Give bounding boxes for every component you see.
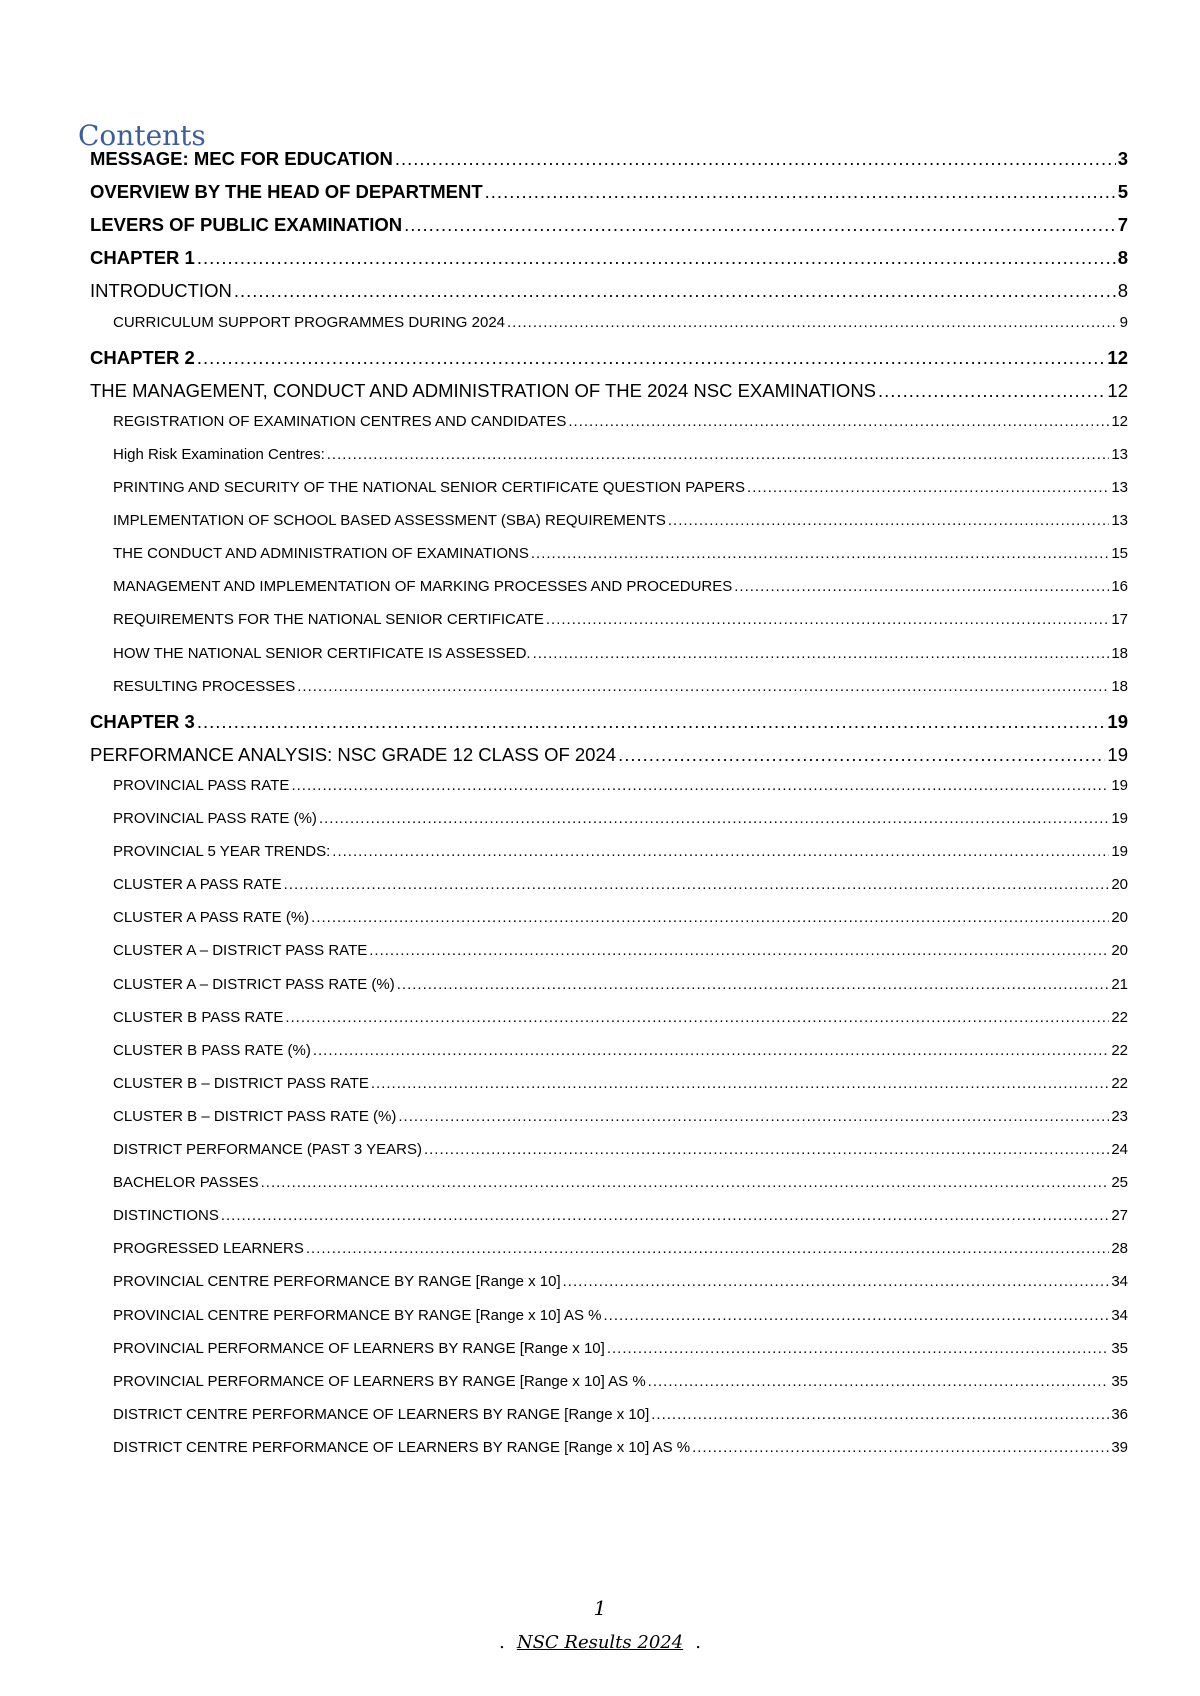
toc-entry-page-number: 15 xyxy=(1111,545,1128,563)
toc-entry-page-number: 13 xyxy=(1111,479,1128,496)
toc-entry-label: CHAPTER 3 xyxy=(90,710,195,732)
toc-entry-label: CHAPTER 1 xyxy=(90,247,195,269)
toc-leader-dots xyxy=(221,1207,1109,1224)
footer-dot-left: . xyxy=(499,1632,505,1653)
toc-entry-page-number: 34 xyxy=(1111,1306,1128,1324)
toc-entry[interactable] xyxy=(90,214,1128,244)
toc-entry-label: PRINTING AND SECURITY OF THE NATIONAL SENIOR CERTIFICATE QUESTION PAPERS xyxy=(113,479,746,496)
toc-entry-label: LEVERS OF PUBLIC EXAMINATION xyxy=(90,214,403,236)
toc-leader-dots xyxy=(291,777,1109,794)
toc-leader-dots xyxy=(563,1273,1110,1290)
page-number: 1 xyxy=(593,1596,607,1620)
toc-entry[interactable] xyxy=(113,545,1128,575)
toc-leader-dots xyxy=(197,247,1116,269)
toc-leader-dots xyxy=(568,413,1109,430)
toc-entry-page-number: 27 xyxy=(1111,1207,1128,1225)
toc-entry[interactable] xyxy=(90,380,1128,410)
toc-entry[interactable] xyxy=(113,678,1128,708)
toc-entry[interactable] xyxy=(113,810,1128,840)
toc-entry-page-number: 19 xyxy=(1111,776,1128,794)
toc-entry-page-number: 12 xyxy=(1107,379,1128,401)
toc-entry[interactable] xyxy=(113,1406,1128,1436)
toc-leader-dots xyxy=(507,314,1118,331)
toc-leader-dots xyxy=(404,214,1116,236)
toc-leader-dots xyxy=(618,744,1105,766)
toc-entry[interactable] xyxy=(90,148,1128,178)
toc-entry-label: PROVINCIAL CENTRE PERFORMANCE BY RANGE [Range x 10] xyxy=(113,1273,561,1291)
toc-entry[interactable] xyxy=(90,181,1128,211)
toc-leader-dots xyxy=(371,1075,1109,1092)
toc-entry-page-number: 19 xyxy=(1107,710,1128,732)
toc-leader-dots xyxy=(734,578,1109,595)
toc-entry[interactable] xyxy=(113,578,1128,608)
toc-entry-label: DISTINCTIONS xyxy=(113,1207,219,1225)
toc-entry[interactable] xyxy=(113,843,1128,873)
toc-leader-dots xyxy=(692,1439,1109,1456)
toc-entry[interactable] xyxy=(113,1373,1128,1403)
toc-entry-page-number: 13 xyxy=(1111,445,1128,463)
toc-entry-page-number: 19 xyxy=(1111,810,1128,827)
toc-leader-dots xyxy=(306,1240,1109,1257)
toc-leader-dots xyxy=(648,1373,1110,1390)
toc-entry-page-number: 21 xyxy=(1111,975,1128,993)
toc-entry[interactable] xyxy=(90,347,1128,377)
toc-entry-page-number: 39 xyxy=(1111,1438,1128,1456)
toc-entry[interactable] xyxy=(90,247,1128,277)
toc-entry-label: PROVINCIAL PERFORMANCE OF LEARNERS BY RANGE [Range x 10] AS % xyxy=(113,1372,646,1390)
toc-entry-label: PROVINCIAL PASS RATE xyxy=(113,776,290,794)
toc-entry-label: CLUSTER A PASS RATE (%) xyxy=(113,909,310,927)
toc-entry[interactable] xyxy=(113,1273,1128,1303)
toc-entry-page-number: 22 xyxy=(1111,1041,1128,1059)
toc-entry-page-number: 23 xyxy=(1111,1107,1128,1125)
toc-entry[interactable] xyxy=(113,512,1128,542)
toc-entry[interactable] xyxy=(113,1240,1128,1270)
toc-entry-label: PROVINCIAL CENTRE PERFORMANCE BY RANGE [Range x 10] AS % xyxy=(113,1306,602,1324)
toc-entry[interactable] xyxy=(113,413,1128,443)
toc-entry-label: CURRICULUM SUPPORT PROGRAMMES DURING 2024 xyxy=(113,313,506,331)
toc-entry-page-number: 8 xyxy=(1117,247,1128,269)
toc-heading: Contents xyxy=(78,118,206,152)
toc-entry-label: High Risk Examination Centres: xyxy=(113,445,325,463)
toc-entry-label: CLUSTER B PASS RATE (%) xyxy=(113,1041,311,1059)
toc-entry-label: CHAPTER 2 xyxy=(90,346,195,368)
toc-leader-dots xyxy=(319,810,1109,827)
toc-entry[interactable] xyxy=(90,280,1128,310)
toc-entry-page-number: 35 xyxy=(1111,1372,1128,1390)
toc-entry-page-number: 36 xyxy=(1111,1405,1128,1423)
toc-leader-dots xyxy=(398,1108,1109,1125)
toc-entry-page-number: 17 xyxy=(1111,611,1128,629)
toc-entry-label: DISTRICT CENTRE PERFORMANCE OF LEARNERS BY RANGE [Range x 10] xyxy=(113,1405,650,1423)
toc-entry-page-number: 19 xyxy=(1111,843,1128,861)
toc-entry[interactable] xyxy=(113,1340,1128,1370)
toc-entry[interactable] xyxy=(113,876,1128,906)
toc-entry-page-number: 9 xyxy=(1119,313,1128,331)
toc-leader-dots xyxy=(878,380,1105,402)
toc-entry-label: PROVINCIAL PERFORMANCE OF LEARNERS BY RANGE [Range x 10] xyxy=(113,1339,605,1357)
toc-entry[interactable] xyxy=(113,1141,1128,1171)
toc-entry-page-number: 22 xyxy=(1111,1008,1128,1026)
toc-leader-dots xyxy=(313,1042,1110,1059)
toc-leader-dots xyxy=(424,1141,1109,1158)
toc-entry-page-number: 24 xyxy=(1111,1141,1128,1158)
toc-leader-dots xyxy=(332,843,1109,860)
toc-entry-label: MESSAGE: MEC FOR EDUCATION xyxy=(90,148,393,169)
toc-leader-dots xyxy=(285,1009,1109,1026)
toc-entry-page-number: 5 xyxy=(1117,181,1128,203)
toc-entry-label: DISTRICT PERFORMANCE (PAST 3 YEARS) xyxy=(113,1141,422,1158)
toc-leader-dots xyxy=(197,347,1106,369)
footer-dot-right: . xyxy=(695,1632,701,1653)
toc-leader-dots xyxy=(397,976,1110,993)
toc-leader-dots xyxy=(311,909,1109,926)
toc-leader-dots xyxy=(533,645,1110,662)
toc-entry[interactable] xyxy=(90,744,1128,774)
toc-entry-page-number: 12 xyxy=(1107,346,1128,368)
toc-entry[interactable] xyxy=(113,314,1128,344)
footer-title: NSC Results 2024 xyxy=(516,1632,684,1653)
toc-entry-label: PERFORMANCE ANALYSIS: NSC GRADE 12 CLASS OF 2024 xyxy=(90,743,617,765)
toc-entry-page-number: 20 xyxy=(1111,876,1128,894)
toc-entry[interactable] xyxy=(113,1009,1128,1039)
toc-entry[interactable] xyxy=(113,976,1128,1006)
toc-entry-label: RESULTING PROCESSES xyxy=(113,677,296,695)
toc-entry-page-number: 18 xyxy=(1111,677,1128,695)
toc-entry-page-number: 12 xyxy=(1111,412,1128,430)
toc-entry[interactable] xyxy=(113,1174,1128,1204)
toc-entry-label: CLUSTER B PASS RATE xyxy=(113,1008,284,1026)
toc-entry[interactable] xyxy=(113,1108,1128,1138)
toc-leader-dots xyxy=(607,1340,1110,1357)
toc-entry[interactable] xyxy=(113,1075,1128,1105)
toc-entry[interactable] xyxy=(113,909,1128,939)
toc-leader-dots xyxy=(651,1406,1109,1423)
toc-entry[interactable] xyxy=(113,1307,1128,1337)
toc-entry-page-number: 8 xyxy=(1117,280,1128,302)
toc-entry-label: DISTRICT CENTRE PERFORMANCE OF LEARNERS BY RANGE [Range x 10] AS % xyxy=(113,1438,691,1456)
toc-leader-dots xyxy=(485,181,1116,203)
toc-entry-label: BACHELOR PASSES xyxy=(113,1174,259,1192)
toc-entry-page-number: 3 xyxy=(1117,148,1128,169)
toc-entry[interactable] xyxy=(113,611,1128,641)
toc-leader-dots xyxy=(546,611,1109,628)
toc-entry-label: CLUSTER A – DISTRICT PASS RATE (%) xyxy=(113,975,395,993)
toc-entry[interactable] xyxy=(113,942,1128,972)
toc-entry-label: OVERVIEW BY THE HEAD OF DEPARTMENT xyxy=(90,181,483,203)
toc-entry-label: CLUSTER B – DISTRICT PASS RATE xyxy=(113,1074,369,1092)
toc-leader-dots xyxy=(327,446,1110,463)
toc-entry-page-number: 34 xyxy=(1111,1273,1128,1291)
toc-entry-page-number: 20 xyxy=(1111,909,1128,927)
toc-entry-label: CLUSTER B – DISTRICT PASS RATE (%) xyxy=(113,1107,397,1125)
toc-entry-page-number: 28 xyxy=(1111,1240,1128,1258)
toc-entry-page-number: 7 xyxy=(1117,214,1128,236)
toc-entry[interactable] xyxy=(113,1439,1128,1469)
toc-leader-dots xyxy=(395,148,1116,170)
toc-entry[interactable] xyxy=(113,645,1128,675)
toc-entry-page-number: 19 xyxy=(1107,743,1128,765)
toc-entry-page-number: 35 xyxy=(1111,1339,1128,1357)
toc-entry-label: REQUIREMENTS FOR THE NATIONAL SENIOR CERTIFICATE xyxy=(113,611,544,629)
toc-leader-dots xyxy=(297,678,1109,695)
toc-entry-label: PROVINCIAL 5 YEAR TRENDS: xyxy=(113,843,331,861)
toc-entry-label: CLUSTER A – DISTRICT PASS RATE xyxy=(113,942,368,960)
toc-entry-page-number: 18 xyxy=(1111,644,1128,662)
toc-entry[interactable] xyxy=(90,711,1128,741)
toc-leader-dots xyxy=(234,280,1116,302)
toc-entry-page-number: 13 xyxy=(1111,512,1128,530)
toc-entry-label: PROVINCIAL PASS RATE (%) xyxy=(113,810,317,827)
toc-entry-label: INTRODUCTION xyxy=(90,280,232,302)
toc-leader-dots xyxy=(284,876,1110,893)
toc-entry-label: HOW THE NATIONAL SENIOR CERTIFICATE IS ASSESSED. xyxy=(113,644,531,662)
running-footer xyxy=(0,1632,1200,1653)
toc-entry-page-number: 25 xyxy=(1111,1174,1128,1192)
toc-entry[interactable] xyxy=(113,1042,1128,1072)
toc-entry-label: CLUSTER A PASS RATE xyxy=(113,876,282,894)
toc-leader-dots xyxy=(603,1307,1109,1324)
toc-entry[interactable] xyxy=(113,479,1128,509)
toc-leader-dots xyxy=(369,942,1109,959)
toc-leader-dots xyxy=(531,545,1109,562)
toc-entry[interactable] xyxy=(113,1207,1128,1237)
toc-entry-page-number: 20 xyxy=(1111,942,1128,960)
toc-entry[interactable] xyxy=(113,777,1128,807)
toc-entry-label: THE CONDUCT AND ADMINISTRATION OF EXAMINATIONS xyxy=(113,545,529,563)
toc-entry-label: PROGRESSED LEARNERS xyxy=(113,1240,304,1258)
toc-entry-page-number: 22 xyxy=(1111,1074,1128,1092)
toc-leader-dots xyxy=(668,512,1109,529)
toc-leader-dots xyxy=(197,711,1106,733)
toc-leader-dots xyxy=(261,1174,1110,1191)
toc-entry[interactable] xyxy=(113,446,1128,476)
toc-entry-label: IMPLEMENTATION OF SCHOOL BASED ASSESSMENT (SBA) REQUIREMENTS xyxy=(113,512,666,530)
toc-entry-label: MANAGEMENT AND IMPLEMENTATION OF MARKING PROCESSES AND PROCEDURES xyxy=(113,578,733,596)
toc-entry-label: REGISTRATION OF EXAMINATION CENTRES AND CANDIDATES xyxy=(113,412,567,430)
toc-leader-dots xyxy=(747,479,1109,496)
toc-entry-page-number: 16 xyxy=(1111,578,1128,596)
toc-entry-label: THE MANAGEMENT, CONDUCT AND ADMINISTRATION OF THE 2024 NSC EXAMINATIONS xyxy=(90,379,877,401)
